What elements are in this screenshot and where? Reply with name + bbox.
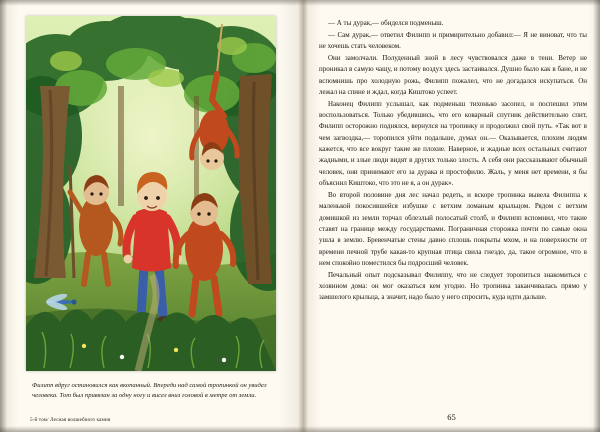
- paragraph: Во второй половине дня лес начал редеть, и вскоре тропинка вывела Филиппа к маленькой покосившейся избушке с ветхим ломаным крыльцом. Рядом с ветхим домишкой из земли торчал облезлый полосатый столб, и Филипп вспомнил, что такие ставят на границе между государствами. Пограничная сторожка почти по самые окна ушла в землю. Бревенчатые стены давно сплошь покрыты мхом, и на поверхности от времени печной трубе какая-то крупная птица свила гнездо, да, такое огромное, что в нем спокойно поместился бы подросший человек.: [319, 190, 587, 267]
- right-page: [303, 0, 600, 432]
- right-page-top-shadow: [303, 0, 600, 6]
- illustration: [26, 16, 276, 371]
- left-page-top-shadow: [0, 0, 303, 6]
- paragraph: — А ты дурак,— обиделся подменыш.: [328, 19, 444, 27]
- forest-scene-svg: [26, 16, 276, 371]
- right-page-bottom-shadow: [303, 426, 600, 432]
- page-number: 65: [447, 412, 456, 422]
- left-page-edge-shadow: [0, 0, 7, 432]
- illustration-caption: Филипп вдруг остановился как вкопанный. Впереди над самой тропинкой он увидел человека. Тот был привязан за одну ногу и висел вниз головой в метре от земли.: [32, 382, 267, 399]
- left-page-bottom-shadow: [0, 426, 303, 432]
- right-page-edge-shadow: [593, 0, 600, 432]
- page-footnote: 5-й том/ Лесная волшебного камня: [30, 417, 111, 423]
- paragraph: Печальный опыт подсказывал Филиппу, что не следует торопиться знакомиться с хозяином дома: он мог оказаться кем угодно. Но тропинка заканчивалась прямо у замшелого крыльца, а значит, надо было у него спросить, куда идти дальше.: [319, 270, 587, 302]
- paragraph: — Сам дурак,— ответил Филипп и примирительно добавил:— Я не виноват, что ты не хочешь стать человеком.: [319, 30, 587, 51]
- paragraph: Они замолчали. Полуденный зной в лесу чувствовался даже в тени. Ветер не проникал в самую чащу, и потому воздух здесь застаивался. Душно было как в бане, и не вспомнишь про холодную рожь, Филипп пожалел, что не догадался искупаться. Он лежал на спине и ждал, когда Киштоко успеет.: [319, 53, 587, 96]
- body-text-column: [319, 18, 587, 304]
- paragraph: Наконец Филипп услышал, как подменыш тихонько засопел, и поспешил этим воспользоваться. Только убедившись, что его коварный спутник действительно спит, Филипп осторожно поднялся, вернулся на тропинку и продолжил свой путь. «Так вот в чем загвоздка,— торопился уйти подальше, думал он.— Оказывается, плохим людям кажется, что все вокруг такие же плохие. Наверное, и жадные всех остальных считают жадными, и злые люди видят в других только злость. А себя они рассказывают обычный человек, они принимают его за дурака и простофилю. Жаль, у меня нет времени, я бы объяснил Киштоко, что это не я, а он дурак».: [319, 99, 587, 188]
